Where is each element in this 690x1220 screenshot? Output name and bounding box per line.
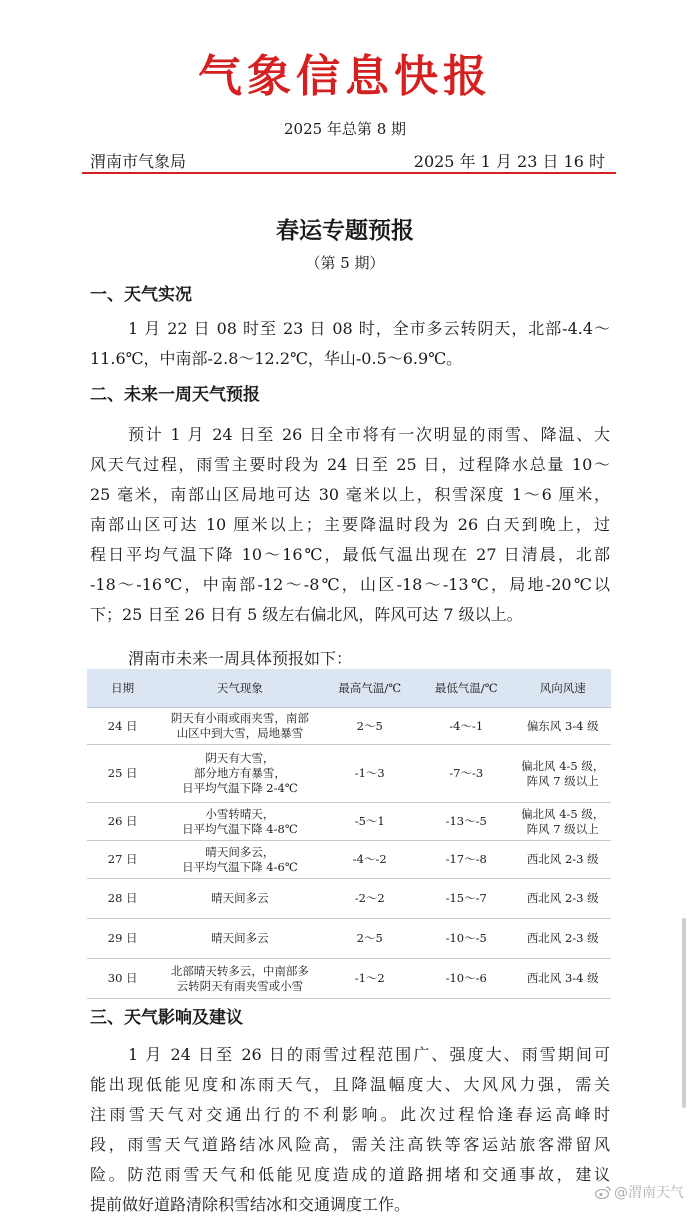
cell-weather: 阴天有小雨或雨夹雪，南部 山区中到大雪，局地暴雪 xyxy=(158,708,321,745)
cell-wind: 偏北风 4-5 级， 阵风 7 级以上 xyxy=(514,745,611,803)
paragraph-line: 程日平均气温下降 10～16℃，最低气温出现在 27 日清晨，北部 xyxy=(90,545,610,564)
cell-max-temp: 2～5 xyxy=(322,919,418,959)
header-divider xyxy=(82,172,616,174)
cell-wind: 西北风 3-4 级 xyxy=(514,959,611,999)
cell-date: 26 日 xyxy=(87,803,158,841)
section-heading-observation: 一、天气实况 xyxy=(90,285,192,305)
cell-min-temp: -10～-5 xyxy=(418,919,514,959)
table-row xyxy=(87,879,611,919)
table-intro: 渭南市未来一周具体预报如下： xyxy=(128,649,353,668)
impact-paragraph xyxy=(90,1040,610,1220)
paragraph-line: 风天气过程，雨雪主要时段为 24 日至 25 日，过程降水总量 10～ xyxy=(90,455,610,474)
col-header-min-temp: 最低气温/℃ xyxy=(418,669,514,708)
section-heading-impact: 三、天气影响及建议 xyxy=(90,1008,243,1028)
paragraph-line: -18～-16℃，中南部-12～-8℃，山区-18～-13℃，局地-20℃以 xyxy=(90,575,610,594)
issue-number: 2025 年总第 8 期 xyxy=(283,120,407,138)
watermark-text: @渭南天气 xyxy=(614,1185,684,1201)
weibo-icon xyxy=(595,1185,611,1199)
cell-wind: 偏东风 3-4 级 xyxy=(514,708,611,745)
cell-date: 30 日 xyxy=(87,959,158,999)
cell-min-temp: -15～-7 xyxy=(418,879,514,919)
cell-min-temp: -7～-3 xyxy=(418,745,514,803)
cell-wind: 西北风 2-3 级 xyxy=(514,919,611,959)
paragraph-line: 1 月 24 日至 26 日的雨雪过程范围广、强度大、雨雪期间可 xyxy=(128,1045,610,1064)
cell-min-temp: -4～-1 xyxy=(418,708,514,745)
table-row xyxy=(87,841,611,879)
cell-wind: 西北风 2-3 级 xyxy=(514,879,611,919)
cell-date: 25 日 xyxy=(87,745,158,803)
table-row xyxy=(87,745,611,803)
cell-max-temp: -5～1 xyxy=(322,803,418,841)
paragraph-line: 预计 1 月 24 日至 26 日全市将有一次明显的雨雪、降温、大 xyxy=(128,425,610,444)
table-row xyxy=(87,959,611,999)
cell-date: 29 日 xyxy=(87,919,158,959)
cell-weather: 晴天间多云 xyxy=(158,919,321,959)
col-header-wind: 风向风速 xyxy=(514,669,611,708)
cell-min-temp: -13～-5 xyxy=(418,803,514,841)
table-row xyxy=(87,919,611,959)
cell-weather: 晴天间多云 xyxy=(158,879,321,919)
table-row xyxy=(87,803,611,841)
cell-weather: 小雪转晴天， 日平均气温下降 4-8℃ xyxy=(158,803,321,841)
paragraph-line: 1 月 22 日 08 时至 23 日 08 时，全市多云转阴天，北部-4.4～ xyxy=(128,319,610,338)
cell-weather: 晴天间多云， 日平均气温下降 4-6℃ xyxy=(158,841,321,879)
cell-date: 24 日 xyxy=(87,708,158,745)
report-title: 春运专题预报 xyxy=(276,217,414,244)
paragraph-line: 提前做好道路清除积雪结冰和交通调度工作。 xyxy=(90,1195,411,1214)
cell-min-temp: -17～-8 xyxy=(418,841,514,879)
cell-max-temp: -2～2 xyxy=(322,879,418,919)
issuing-bureau: 渭南市气象局 xyxy=(90,152,187,171)
col-header-date: 日期 xyxy=(87,669,158,708)
cell-max-temp: -1～3 xyxy=(322,745,418,803)
cell-weather: 北部晴天转多云，中南部多 云转阴天有雨夹雪或小雪 xyxy=(158,959,321,999)
cell-max-temp: -4～-2 xyxy=(322,841,418,879)
section-heading-forecast: 二、未来一周天气预报 xyxy=(90,385,260,405)
forecast-table xyxy=(87,669,611,999)
forecast-paragraph xyxy=(90,420,610,630)
masthead-title: 气象信息快报 xyxy=(198,51,492,102)
paragraph-line: 下；25 日至 26 日有 5 级左右偏北风，阵风可达 7 级以上。 xyxy=(90,605,523,624)
cell-min-temp: -10～-6 xyxy=(418,959,514,999)
table-row xyxy=(87,708,611,745)
paragraph-line: 南部山区可达 10 厘米以上；主要降温时段为 26 白天到晚上，过 xyxy=(90,515,610,534)
col-header-max-temp: 最高气温/℃ xyxy=(322,669,418,708)
cell-weather: 阴天有大雪， 部分地方有暴雪， 日平均气温下降 2-4℃ xyxy=(158,745,321,803)
observation-paragraph xyxy=(90,314,610,374)
report-subtitle: （第 5 期） xyxy=(305,254,385,272)
cell-wind: 偏北风 4-5 级， 阵风 7 级以上 xyxy=(514,803,611,841)
paragraph-line: 注雨雪天气对交通出行的不利影响。此次过程恰逢春运高峰时 xyxy=(90,1105,610,1124)
col-header-weather: 天气现象 xyxy=(158,669,321,708)
paragraph-line: 25 毫米，南部山区局地可达 30 毫米以上，积雪深度 1～6 厘米， xyxy=(90,485,610,504)
paragraph-line: 段，雨雪天气道路结冰风险高，需关注高铁等客运站旅客滞留风 xyxy=(90,1135,610,1154)
cell-max-temp: 2～5 xyxy=(322,708,418,745)
issue-datetime: 2025 年 1 月 23 日 16 时 xyxy=(413,152,605,171)
paragraph-line: 险。防范雨雪天气和低能见度造成的道路拥堵和交通事故，建议 xyxy=(90,1165,610,1184)
watermark xyxy=(595,1182,684,1202)
table-header-row xyxy=(87,669,611,708)
paragraph-line: 11.6℃，中南部-2.8～12.2℃，华山-0.5～6.9℃。 xyxy=(90,349,463,368)
scrollbar[interactable] xyxy=(682,918,686,1108)
cell-wind: 西北风 2-3 级 xyxy=(514,841,611,879)
cell-date: 28 日 xyxy=(87,879,158,919)
paragraph-line: 能出现低能见度和冻雨天气，且降温幅度大、大风风力强，需关 xyxy=(90,1075,610,1094)
cell-date: 27 日 xyxy=(87,841,158,879)
cell-max-temp: -1～2 xyxy=(322,959,418,999)
